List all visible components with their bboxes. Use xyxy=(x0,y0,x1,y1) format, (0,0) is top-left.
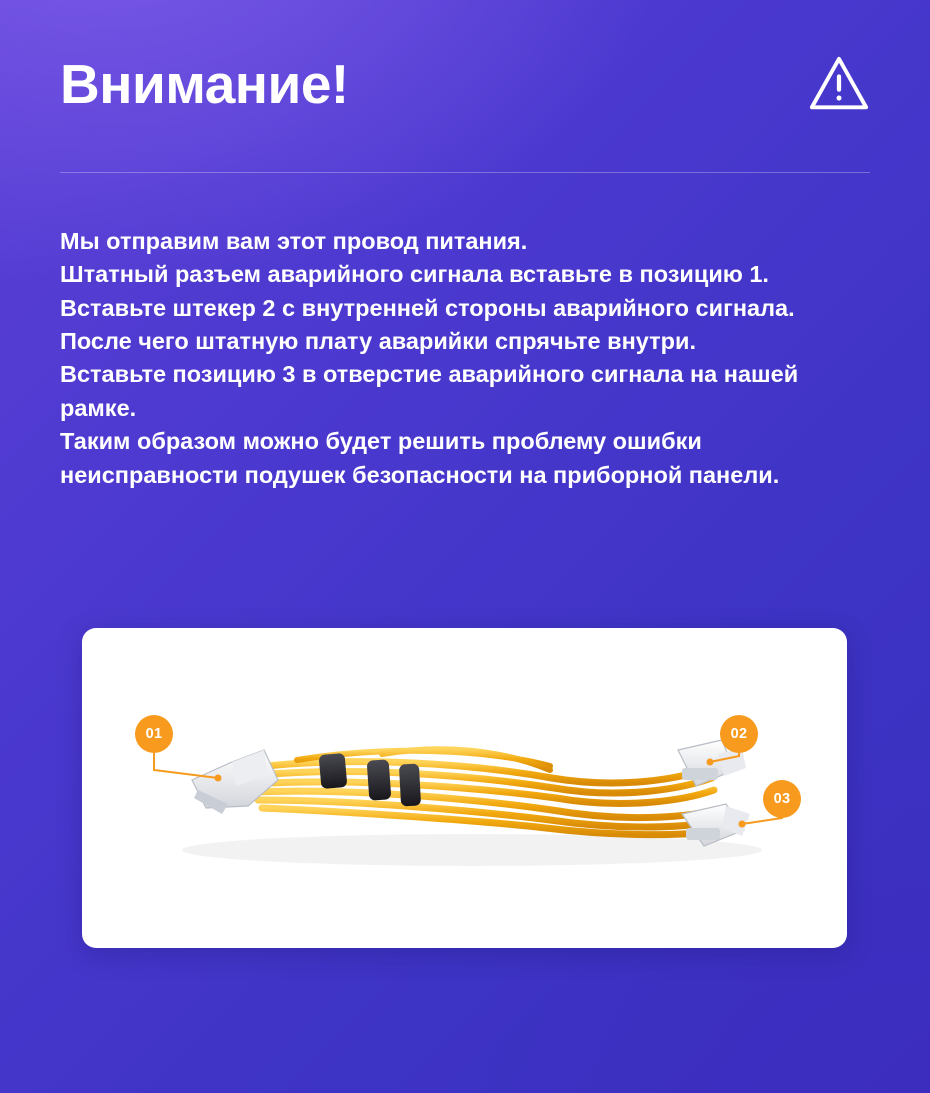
instruction-line: Мы отправим вам этот провод питания. xyxy=(60,228,528,254)
callout-badge-02: 02 xyxy=(720,715,758,753)
callout-badge-01: 01 xyxy=(135,715,173,753)
callout-badge-03: 03 xyxy=(763,780,801,818)
page-title: Внимание! xyxy=(60,52,349,115)
instruction-line: Вставьте позицию 3 в отверстие аварийного сигнала на нашей рамке. xyxy=(60,361,799,421)
instruction-line: Таким образом можно будет решить проблему ошибки неисправности подушек безопасности на приборной панели. xyxy=(60,428,780,488)
instructions-block xyxy=(60,225,870,492)
header xyxy=(60,0,870,120)
instruction-line: Вставьте штекер 2 с внутренней стороны аварийного сигнала. После чего штатную плату аварийки спрячьте внутри. xyxy=(60,294,795,355)
product-image-card xyxy=(82,628,847,948)
header-divider xyxy=(60,172,870,173)
connector-1 xyxy=(192,750,278,814)
wiring-harness-photo xyxy=(82,628,847,948)
instruction-line: Штатный разъем аварийного сигнала вставьте в позицию 1. xyxy=(60,261,769,288)
warning-triangle-icon xyxy=(808,53,870,115)
